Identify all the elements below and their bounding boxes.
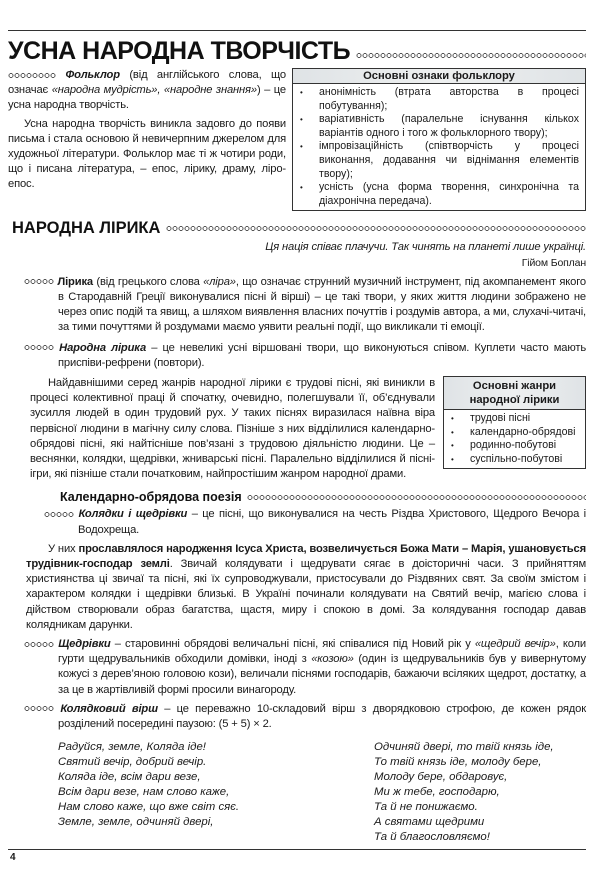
lyrics-heading: НАРОДНА ЛІРИКА	[12, 219, 161, 238]
lyric-genres-box	[443, 376, 586, 469]
verse-definition-text	[58, 703, 586, 730]
diamond-chain-ornament	[24, 278, 54, 285]
lyrics-heading-row	[12, 219, 586, 238]
lyrics-definition-text	[57, 276, 586, 334]
emphasized-text: «народна мудрість», «народне знання»	[51, 84, 257, 97]
list-item: • трудові пісні	[448, 412, 583, 426]
diamond-chain-ornament	[8, 72, 56, 79]
poem	[8, 740, 586, 845]
folklore-section	[8, 68, 586, 211]
folklore-text-column	[8, 68, 286, 211]
emphasized-text: «ліра»	[203, 275, 236, 288]
poem-line: Святий вечір, добрий вечір.	[58, 756, 207, 769]
emphasized-text: «козою»	[311, 653, 354, 666]
poem-line: Одчиняй двері, то твій князь іде,	[374, 741, 554, 754]
list-item: • імпровізаційність (співтворчість у процесі виконання, додавання чи віднімання елементів твору);	[297, 140, 579, 181]
list-item: • суспільно-побутові	[448, 453, 583, 467]
calendar-paragraph	[26, 542, 586, 633]
calendar-heading-row	[60, 490, 586, 504]
koliadky-definition-text	[78, 508, 586, 535]
calendar-heading: Календарно-обрядова поезія	[60, 490, 242, 505]
folk-lyrics-definition-text	[58, 342, 586, 369]
text-segment: , що означає струнний музичний інструмент, під акомпанемент якого в Стародавній Греції виконувалися пісні й вірші) – це такі твори, у яких життя людини зображено не через опис подій та явищ, а шляхом виявлення власних почуттів і роздумів автора, а ми, слухачі-читачі, за тими почуттями й роздумами маємо уявити реальні події, що викликали ті емоції.	[58, 275, 586, 334]
epigraph-author: Гійом Боплан	[521, 256, 586, 269]
text-segment: – це переважно 10-складовий вірш з дворядковою строфою, де кожен рядок розділений посередині паузою: (5 + 5) × 2.	[58, 702, 586, 731]
lyrics-definition	[22, 275, 586, 336]
emphasized-text: Щедрівки	[58, 638, 111, 651]
top-rule	[8, 30, 586, 31]
diamond-chain-ornament	[356, 52, 586, 59]
diamond-chain-ornament	[166, 225, 586, 232]
lyrics-paragraph-text	[30, 377, 435, 480]
list-item: • родинно-побутові	[448, 439, 583, 453]
calendar-paragraph-text	[26, 543, 586, 631]
page-title-row	[8, 37, 586, 66]
text-segment: – це пісні, що виконувалися на честь Різдва Христового, Щедрого Вечора і Водохреща.	[78, 508, 586, 536]
folklore-paragraph-text	[8, 118, 286, 191]
poem-left-column	[58, 740, 374, 845]
list-item: • варіативність (паралельне існування кількох варіантів одного і того ж фольклорного твору);	[297, 113, 579, 140]
poem-line: А святами щедрими	[374, 816, 485, 829]
folklore-paragraph	[8, 117, 286, 193]
diamond-chain-ornament	[44, 511, 74, 518]
lyrics-genres-section	[30, 376, 586, 482]
koliadky-definition	[42, 507, 586, 537]
poem-line: То твій князь іде, молоду бере,	[374, 756, 542, 769]
verse-definition	[22, 702, 586, 732]
diamond-chain-ornament	[24, 344, 54, 351]
page-title: УСНА НАРОДНА ТВОРЧІСТЬ	[8, 37, 351, 65]
diamond-chain-ornament	[247, 494, 586, 501]
text-segment: Найдавнішими серед жанрів народної лірики є трудові пісні, які виникли в процесі колективної праці й спочатку, очевидно, полегшували її, об’єднували зусилля людей в один трудовий рух. У таких піснях виразилася наївна віра первісної людини в магічну силу слова. Пізніше з них відділилися календарно-обрядові пісні, які найтісніше пов’язані з трудовою діяльністю людини. Це – веснянки, колядки, щедрівки, жниварські пісні. Паралельно відділилися й пісні-ігри, які пізніше стали початковим, найпростішим жанром народної драми.	[30, 376, 435, 481]
poem-line: Радуйся, земле, Коляда іде!	[58, 741, 206, 754]
epigraph: Ця нація співає плачучи. Так чинять на планеті лише українці.	[265, 241, 586, 254]
folk-lyrics-definition	[22, 341, 586, 371]
list-item: • календарно-обрядові	[448, 426, 583, 440]
text-segment: ) – це усна народна творчість.	[8, 84, 286, 112]
shchedrivky-definition-text	[58, 638, 586, 696]
list-item: • усність (усна форма творення, синхронічна та діахронічна передача).	[297, 181, 579, 208]
poem-line: Всім дари везе, нам слово каже,	[58, 786, 230, 799]
page-number: 4	[10, 852, 16, 864]
lyric-genres-list	[444, 410, 585, 468]
text-segment: (від англійського слова, що означає	[8, 69, 286, 97]
emphasized-text: «щедрий вечір»	[474, 638, 556, 651]
emphasized-text: Народна лірика	[59, 341, 147, 354]
folklore-definition	[8, 68, 286, 114]
lyrics-paragraph	[30, 376, 435, 482]
text-segment: . Звичай колядувати і щедрувати сягає в доісторичні часи. З прийняттям християнства ці звичаї та пісні, які їх супроводжували, пристосували до Різдвяних свят. За своїм змістом і характером колядки і щедрівки близькі. В Україні починали колядувати на Святий вечір, магією слова і дійством створювали образ багатства, щастя, миру і спокою в домі. За колядування господар давав колядникам дарунки.	[26, 558, 586, 631]
text-segment: Усна народна творчість виникла задовго до появи письма і стала основою й невичерпним джерелом для художньої літератури. Фольклор має ті ж чотири роди, що і писана література, – епос, лірику, драму, ліро-епос.	[8, 117, 286, 191]
poem-line: Коляда іде, всім дари везе,	[58, 771, 201, 784]
poem-line: Ми ж тебе, господарю,	[374, 786, 500, 799]
bottom-rule	[8, 849, 586, 850]
emphasized-text: Колядки і щедрівки	[78, 508, 188, 521]
poem-line: Та й не понижаємо.	[374, 801, 478, 814]
folklore-features-box	[292, 68, 586, 211]
poem-line: Нам слово каже, що вже світ сяє.	[58, 801, 240, 814]
text-segment: , коли гурти щедрувальників обходили домівки, іноді з	[58, 638, 587, 666]
text-segment: (від грецького слова	[92, 275, 204, 288]
text-segment: – старовинні обрядові величальні пісні, які співалися під Новий рік у	[110, 638, 475, 651]
emphasized-text: Лірика	[57, 275, 93, 288]
shchedrivky-definition	[22, 637, 586, 698]
lyric-genres-title: Основні жанри народної лірики	[444, 377, 585, 410]
emphasized-text: Фольклор	[65, 69, 120, 81]
text-segment: (один із щедрувальників був у вивернутому кожусі з дерев’яною головою кози), величали піснями господарів, бажаючи всіляких щедрот, достатку, а за це в жартівливій формі просили винагороду.	[58, 653, 586, 696]
emphasized-text: прославлялося народження Ісуса Христа, возвеличується Божа Мати – Марія, ушановується трудівник-господар землі	[26, 542, 586, 570]
folklore-features-title: Основні ознаки фольклору	[293, 69, 585, 84]
text-segment: – це невеликі усні віршовані твори, що виконуються співом. Куплети часто мають приспіви-рефрени (повтори).	[58, 341, 586, 369]
poem-line: Земле, земле, одчиняй двері,	[58, 816, 214, 829]
diamond-chain-ornament	[24, 705, 54, 712]
poem-line: Та й благословляємо!	[374, 831, 490, 844]
poem-right-column	[374, 740, 554, 845]
list-item: • анонімність (втрата авторства в процесі побутування);	[297, 86, 579, 113]
diamond-chain-ornament	[24, 641, 54, 648]
folklore-features-list	[293, 84, 585, 210]
emphasized-text: Колядковий вірш	[60, 702, 158, 715]
text-segment: У них	[48, 542, 79, 555]
poem-line: Молоду бере, обдаровує,	[374, 771, 508, 784]
